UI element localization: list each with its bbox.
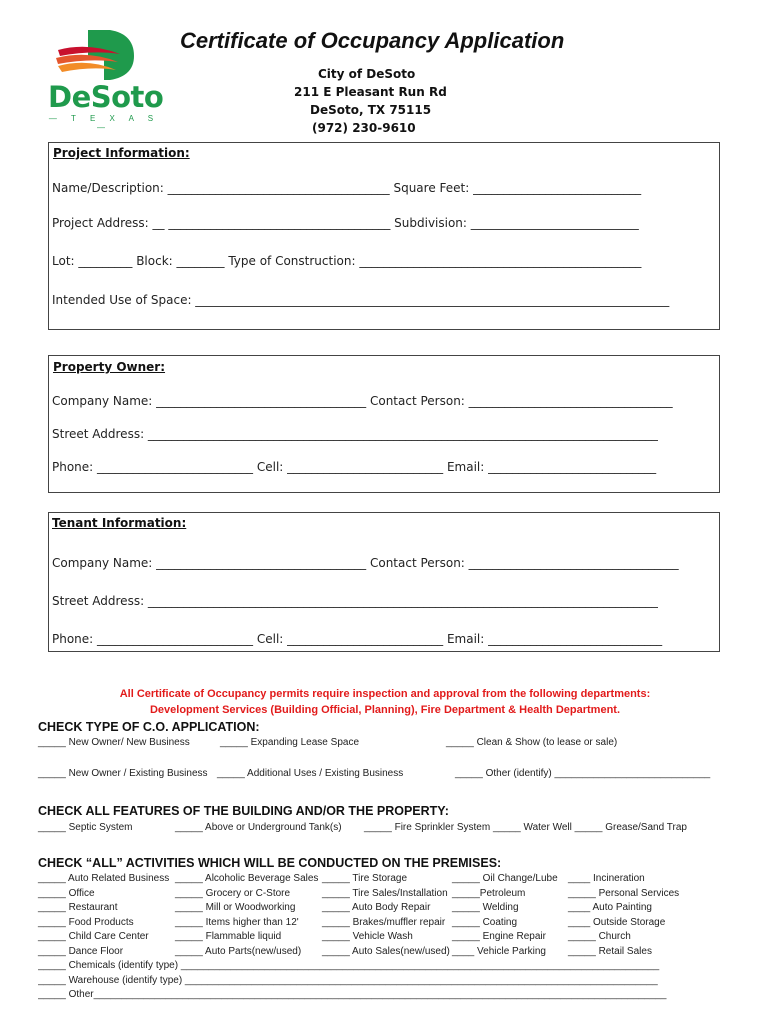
project-use-field[interactable]: Intended Use of Space: _______________________________________________________________________________ bbox=[52, 293, 670, 307]
tenant-phone-field[interactable]: Phone: __________________________ Cell: __________________________ Email: _____________________________ bbox=[52, 632, 663, 646]
activity-alcoholic-beverage-sales[interactable]: _____ Alcoholic Beverage Sales bbox=[175, 873, 319, 884]
project-information-title: Project Information: bbox=[53, 146, 190, 160]
activity-personal-services[interactable]: _____ Personal Services bbox=[568, 887, 680, 899]
property-owner-title: Property Owner: bbox=[53, 360, 166, 374]
co-type-new-owner-existing-business[interactable]: _____ New Owner / Existing Business bbox=[38, 768, 208, 779]
activities-column-2 bbox=[175, 872, 318, 960]
co-type-heading: CHECK TYPE OF C.O. APPLICATION: bbox=[38, 720, 260, 734]
activity-auto-sales[interactable]: _____ Auto Sales(new/used) bbox=[322, 945, 450, 957]
activity-restaurant[interactable]: _____ Restaurant bbox=[38, 902, 118, 914]
owner-street-field[interactable]: Street Address: _____________________________________________________________________________________ bbox=[52, 427, 658, 441]
activity-auto-related-business[interactable]: _____ Auto Related Business bbox=[38, 873, 170, 884]
feature-tanks[interactable]: _____ Above or Underground Tank(s) bbox=[175, 822, 342, 833]
logo-subtitle: — T E X A S — bbox=[48, 114, 160, 132]
activities-column-3 bbox=[322, 872, 450, 960]
activity-welding[interactable]: _____ Welding bbox=[452, 902, 519, 914]
activity-incineration[interactable]: ____ Incineration bbox=[568, 873, 645, 884]
activity-warehouse[interactable]: _____ Warehouse (identify type) _____________________________________________________________________________________ bbox=[38, 974, 658, 986]
feature-septic-system[interactable]: _____ Septic System bbox=[38, 822, 133, 833]
activity-vehicle-parking[interactable]: ____ Vehicle Parking bbox=[452, 945, 546, 957]
feature-sprinkler-well-trap[interactable]: _____ Fire Sprinkler System _____ Water Well _____ Grease/Sand Trap bbox=[364, 822, 687, 833]
co-type-other[interactable]: _____ Other (identify) ____________________________ bbox=[455, 768, 711, 779]
activity-vehicle-wash[interactable]: _____ Vehicle Wash bbox=[322, 931, 413, 943]
activity-coating[interactable]: _____ Coating bbox=[452, 916, 518, 928]
co-type-clean-and-show[interactable]: _____ Clean & Show (to lease or sale) bbox=[446, 737, 618, 748]
activity-child-care-center[interactable]: _____ Child Care Center bbox=[38, 931, 149, 943]
activity-brakes-muffler[interactable]: _____ Brakes/muffler repair bbox=[322, 916, 446, 928]
inspection-notice-line-1: All Certificate of Occupancy permits require inspection and approval from the following departments: bbox=[119, 688, 651, 700]
activity-auto-painting[interactable]: ____ Auto Painting bbox=[568, 902, 652, 914]
activities-heading: CHECK “ALL” ACTIVITIES WHICH WILL BE CONDUCTED ON THE PREMISES: bbox=[38, 856, 502, 870]
address-line-1: City of DeSoto bbox=[318, 67, 416, 81]
activity-auto-parts[interactable]: _____ Auto Parts(new/used) bbox=[175, 945, 302, 957]
co-type-additional-uses[interactable]: _____ Additional Uses / Existing Business bbox=[217, 768, 404, 779]
activity-grocery[interactable]: _____ Grocery or C-Store bbox=[175, 887, 291, 899]
owner-company-field[interactable]: Company Name: ___________________________________ Contact Person: __________________________________ bbox=[52, 394, 673, 408]
activity-engine-repair[interactable]: _____ Engine Repair bbox=[452, 931, 546, 943]
tenant-information-section bbox=[48, 512, 720, 652]
address-line-4: (972) 230-9610 bbox=[312, 121, 416, 135]
desoto-emblem-icon bbox=[48, 28, 160, 84]
activity-food-products[interactable]: _____ Food Products bbox=[38, 916, 134, 928]
tenant-company-field[interactable]: Company Name: ___________________________________ Contact Person: ___________________________________ bbox=[52, 556, 679, 570]
activity-petroleum[interactable]: _____Petroleum bbox=[452, 887, 526, 899]
activity-flammable-liquid[interactable]: _____ Flammable liquid bbox=[175, 931, 282, 943]
activity-church[interactable]: _____ Church bbox=[568, 931, 631, 943]
activity-auto-body-repair[interactable]: _____ Auto Body Repair bbox=[322, 902, 431, 914]
activities-column-5 bbox=[568, 872, 679, 960]
activity-other[interactable]: _____ Other_______________________________________________________________________________________________________ bbox=[38, 989, 667, 1001]
activity-tire-sales[interactable]: _____ Tire Sales/Installation bbox=[322, 887, 448, 899]
activity-chemicals[interactable]: _____ Chemicals (identify type) ______________________________________________________________________________________ bbox=[38, 960, 660, 971]
activities-column-4 bbox=[452, 872, 558, 960]
activity-outside-storage[interactable]: ____ Outside Storage bbox=[568, 916, 666, 928]
page-title: Certificate of Occupancy Application bbox=[180, 28, 565, 53]
tenant-street-field[interactable]: Street Address: _____________________________________________________________________________________ bbox=[52, 594, 658, 608]
co-type-new-owner-new-business[interactable]: _____ New Owner/ New Business bbox=[38, 737, 190, 748]
activity-oil-change[interactable]: _____ Oil Change/Lube bbox=[452, 873, 558, 884]
features-heading: CHECK ALL FEATURES OF THE BUILDING AND/OR THE PROPERTY: bbox=[38, 804, 449, 818]
activity-retail-sales[interactable]: _____ Retail Sales bbox=[568, 945, 652, 957]
activity-items-higher-12[interactable]: _____ Items higher than 12' bbox=[175, 916, 299, 928]
activity-dance-floor[interactable]: _____ Dance Floor bbox=[38, 945, 124, 957]
project-address-field[interactable]: Project Address: __ _____________________________________ Subdivision: ____________________________ bbox=[52, 216, 639, 230]
inspection-notice-line-2: Development Services (Building Official, Planning), Fire Department & Health Department. bbox=[149, 704, 621, 716]
activities-bottom-lines bbox=[38, 959, 718, 1003]
project-name-field[interactable]: Name/Description: _____________________________________ Square Feet: ____________________________ bbox=[52, 181, 642, 195]
desoto-logo bbox=[48, 28, 164, 132]
tenant-information-title: Tenant Information: bbox=[52, 516, 187, 530]
project-lot-field[interactable]: Lot: _________ Block: ________ Type of Construction: _______________________________________________ bbox=[52, 254, 642, 268]
activity-office[interactable]: _____ Office bbox=[38, 887, 95, 899]
address-line-2: 211 E Pleasant Run Rd bbox=[294, 85, 447, 99]
owner-phone-field[interactable]: Phone: __________________________ Cell: __________________________ Email: ____________________________ bbox=[52, 460, 657, 474]
activities-column-1 bbox=[38, 872, 169, 960]
address-line-3: DeSoto, TX 75115 bbox=[310, 103, 432, 117]
activity-mill-woodworking[interactable]: _____ Mill or Woodworking bbox=[175, 902, 296, 914]
logo-wordmark: DeSoto bbox=[48, 80, 164, 114]
activity-tire-storage[interactable]: _____ Tire Storage bbox=[322, 873, 408, 884]
co-type-expanding-lease[interactable]: _____ Expanding Lease Space bbox=[220, 737, 360, 748]
